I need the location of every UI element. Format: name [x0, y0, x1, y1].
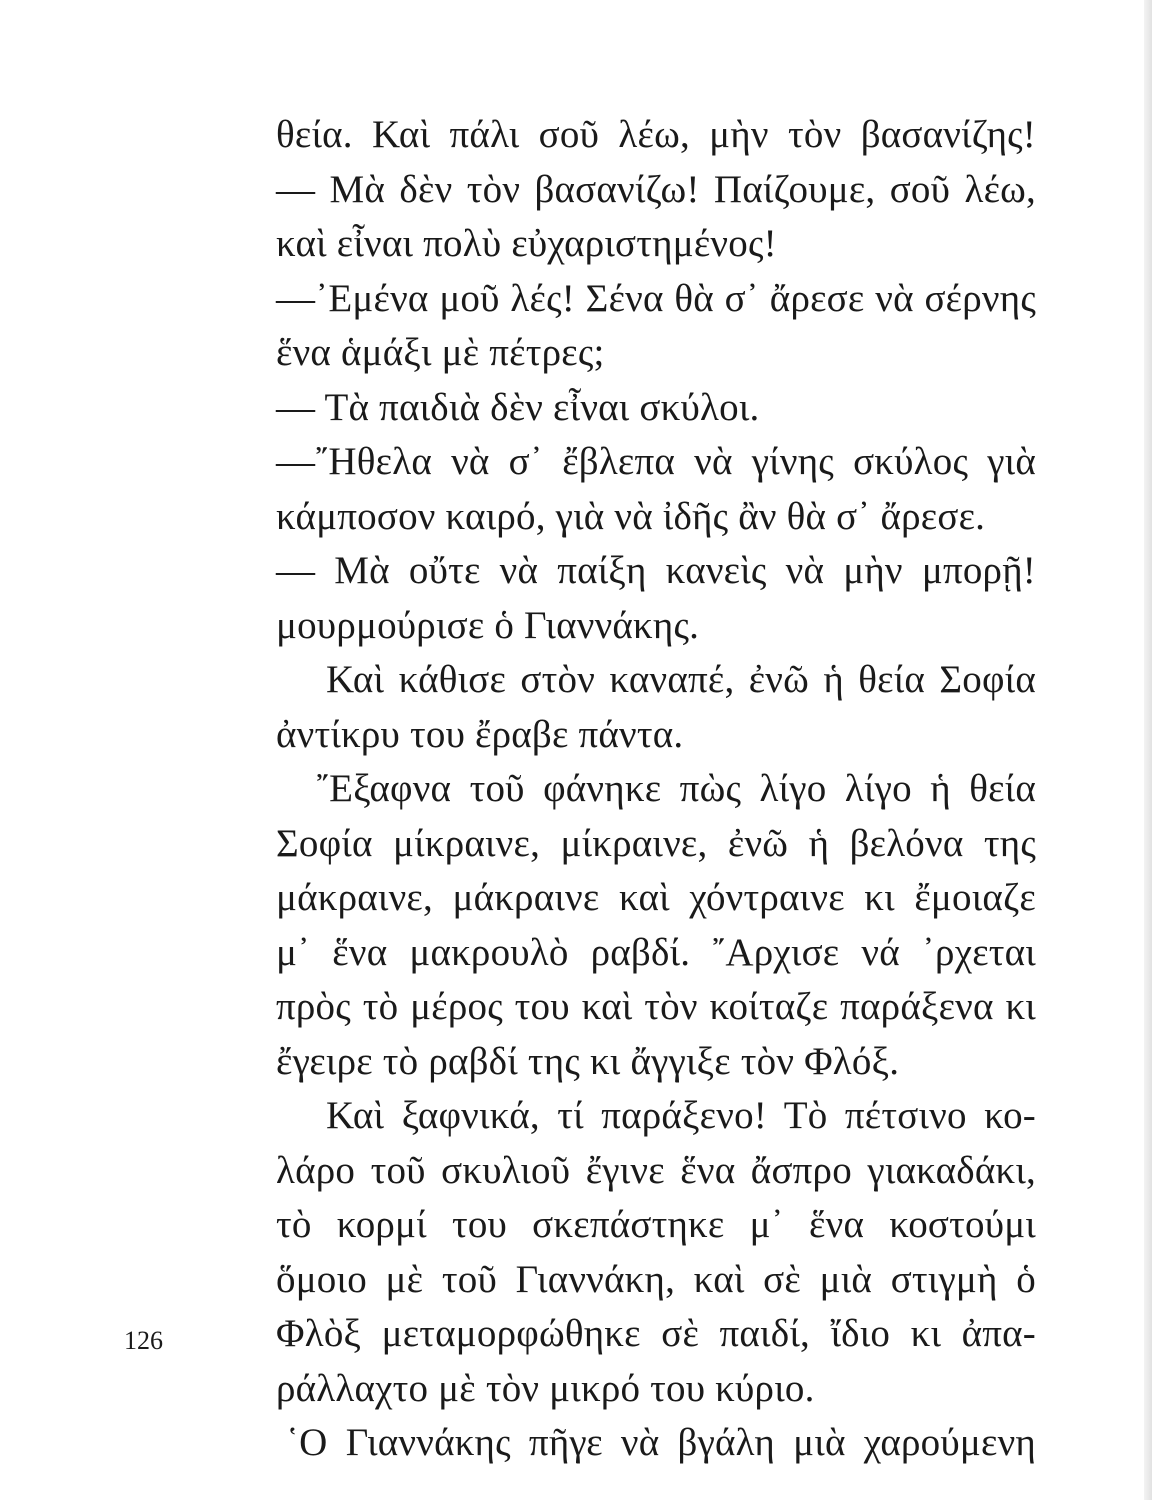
text-line: ἀντίκρυ του ἔραβε πάντα. [276, 712, 684, 756]
page-number: 126 [124, 1326, 163, 1355]
text-line: — Μὰ δὲν τὸν βασανίζω! Παίζουμε, σοῦ λέω, [276, 167, 1036, 211]
text-line: —᾿Εμένα μοῦ λές! Σένα θὰ σ᾿ ἄρεσε νὰ σέρνης [276, 276, 1036, 320]
text-line: ῾Ο Γιαννάκης πῆγε νὰ βγάλη μιὰ χαρούμενη [286, 1421, 1036, 1464]
text-line: ῎Εξαφνα τοῦ φάνηκε πὼς λίγο λίγο ἡ θεία [316, 767, 1036, 810]
text-line: ράλλαχτο μὲ τὸν μικρό του κύριο. [276, 1366, 815, 1410]
text-line: ἔγειρε τὸ ραβδί της κι ἄγγιξε τὸν Φλόξ. [276, 1039, 900, 1083]
text-line: Φλὸξ μεταμορφώθηκε σὲ παιδί, ἴδιο κι ἀπα- [276, 1312, 1036, 1355]
text-line: θεία. Καὶ πάλι σοῦ λέω, μὴν τὸν βασανίζης! [276, 113, 1036, 156]
text-line: τὸ κορμί του σκεπάστηκε μ᾿ ἕνα κοστούμι [276, 1203, 1036, 1246]
text-line: —῎Ηθελα νὰ σ᾿ ἔβλεπα νὰ γίνης σκύλος γιὰ [276, 440, 1036, 483]
page-edge-shadow [1144, 0, 1152, 1500]
text-line: ἕνα ἁμάξι μὲ πέτρες; [276, 331, 605, 374]
text-line: μάκραινε, μάκραινε καὶ χόντραινε κι ἔμοιαζε [276, 876, 1036, 919]
book-text [276, 108, 1036, 1471]
text-line: λάρο τοῦ σκυλιοῦ ἔγινε ἕνα ἄσπρο γιακαδάκι, [276, 1148, 1036, 1192]
text-line: — Μὰ οὔτε νὰ παίξη κανεὶς νὰ μὴν μπορῇ! [276, 549, 1036, 592]
text-line: — Τὰ παιδιὰ δὲν εἶναι σκύλοι. [276, 385, 760, 429]
text-line: Καὶ κάθισε στὸν καναπέ, ἐνῶ ἡ θεία Σοφία [326, 658, 1036, 701]
text-line: Καὶ ξαφνικά, τί παράξενο! Τὸ πέτσινο κο- [326, 1094, 1036, 1137]
text-line: καὶ εἶναι πολὺ εὐχαριστημένος! [276, 222, 777, 265]
text-line: πρὸς τὸ μέρος του καὶ τὸν κοίταζε παράξενα κι [276, 985, 1036, 1028]
text-line: Σοφία μίκραινε, μίκραινε, ἐνῶ ἡ βελόνα της [276, 821, 1036, 865]
text-line: ὅμοιο μὲ τοῦ Γιαννάκη, καὶ σὲ μιὰ στιγμὴ ὁ [276, 1257, 1036, 1301]
text-line: μουρμούρισε ὁ Γιαννάκης. [276, 603, 700, 647]
text-line: μ᾿ ἕνα μακρουλὸ ραβδί. ῎Αρχισε νά ᾿ρχεται [276, 930, 1036, 974]
text-line: κάμποσον καιρό, γιὰ νὰ ἰδῆς ἂν θὰ σ᾿ ἄρεσε. [276, 494, 986, 538]
